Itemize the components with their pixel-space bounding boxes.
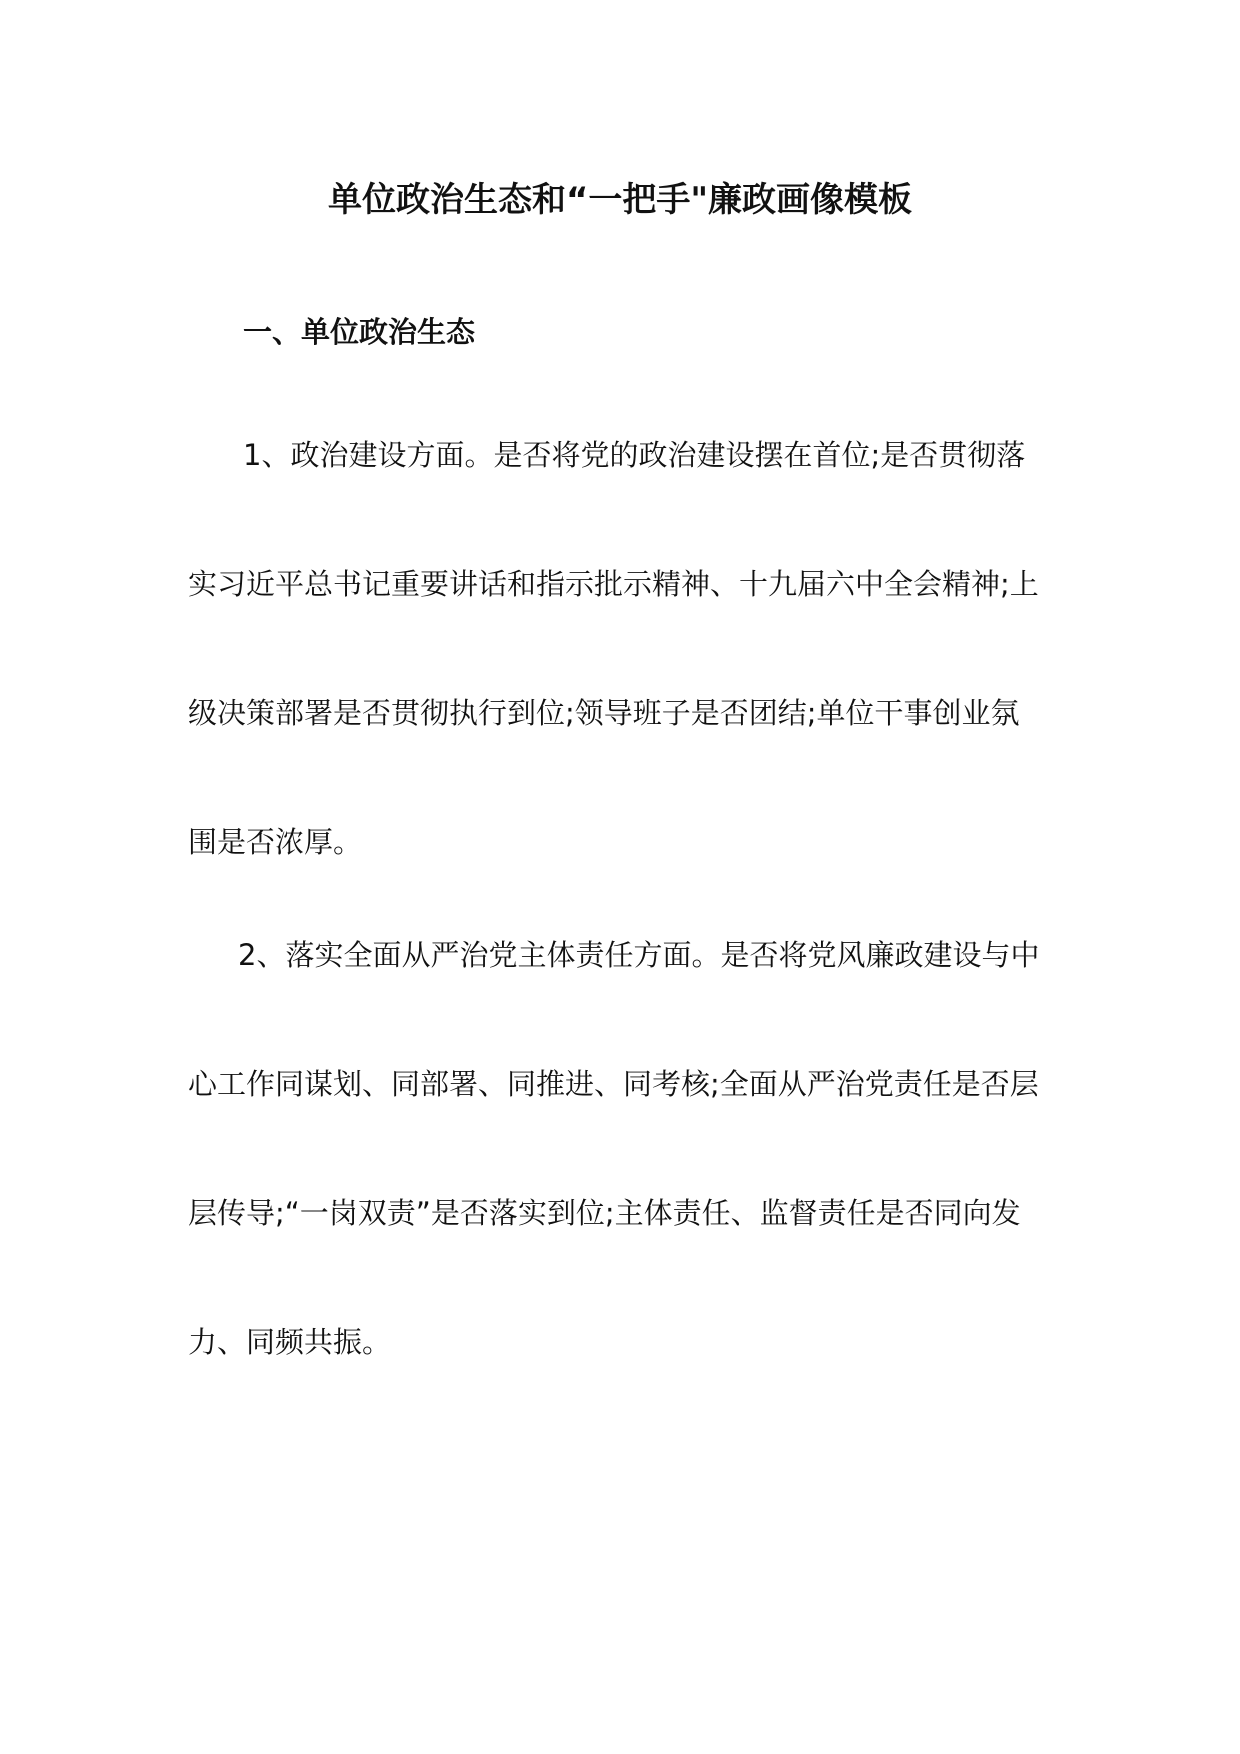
paragraph-line: 层传导;“一岗双责”是否落实到位;主体责任、监督责任是否同向发 — [188, 1196, 1021, 1230]
paragraph-line: 围是否浓厚。 — [188, 825, 363, 859]
section-heading-1: 一、单位政治生态 — [243, 315, 476, 349]
paragraph-line: 力、同频共振。 — [188, 1325, 392, 1359]
paragraph-line: 级决策部署是否贯彻执行到位;领导班子是否团结;单位干事创业氛 — [188, 696, 1020, 730]
paragraph-line: 2、落实全面从严治党主体责任方面。是否将党风廉政建设与中 — [238, 938, 1040, 972]
paragraph-line: 实习近平总书记重要讲话和指示批示精神、十九届六中全会精神;上 — [188, 567, 1039, 601]
paragraph-line: 1、政治建设方面。是否将党的政治建设摆在首位;是否贯彻落 — [243, 438, 1026, 472]
paragraph-line: 心工作同谋划、同部署、同推进、同考核;全面从严治党责任是否层 — [188, 1067, 1039, 1101]
document-title: 单位政治生态和“一把手"廉政画像模板 — [327, 180, 913, 220]
